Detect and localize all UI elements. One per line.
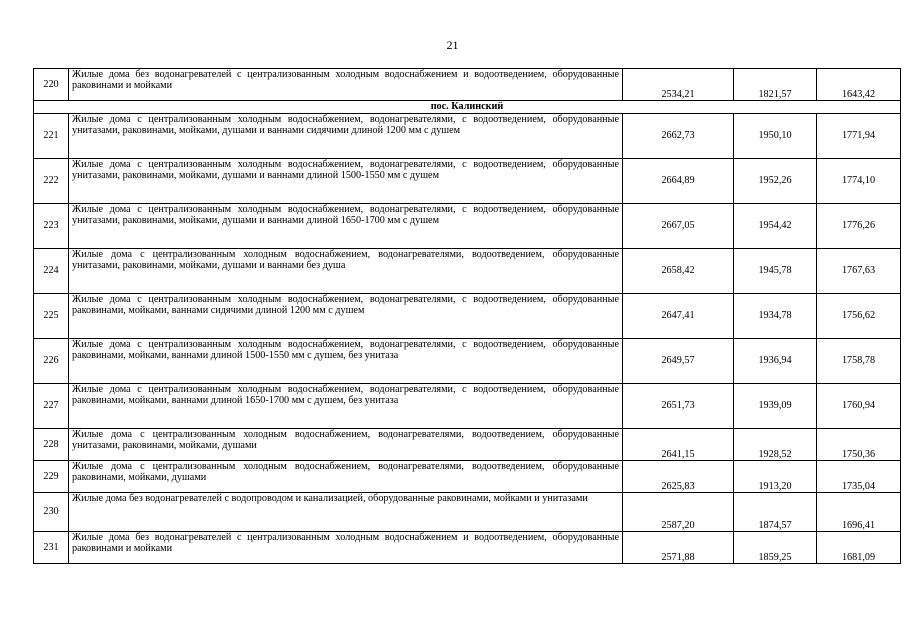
table-row xyxy=(34,339,901,384)
tariff-value-2: 1950,10 xyxy=(734,114,817,159)
tariff-value-2: 1874,57 xyxy=(734,493,817,532)
page-number: 21 xyxy=(446,38,459,52)
tariff-value-1: 2667,05 xyxy=(623,204,734,249)
row-number: 221 xyxy=(34,114,69,159)
row-description: Жилые дома без водонагревателей с водопроводом и канализацией, оборудованные раковинами, мойками и унитазами xyxy=(69,493,623,532)
table-row xyxy=(34,429,901,461)
row-number: 226 xyxy=(34,339,69,384)
tariff-table-body xyxy=(34,69,901,564)
table-row xyxy=(34,249,901,294)
row-description: Жилые дома с централизованным холодным водоснабжением, водонагревателями, с водоотведением, оборудованные унитазами, раковинами, мойками, душами и ваннами длиной 1500-1550 мм с душем xyxy=(69,159,623,204)
tariff-value-1: 2662,73 xyxy=(623,114,734,159)
table-row xyxy=(34,461,901,493)
tariff-value-3: 1643,42 xyxy=(817,69,901,101)
row-description: Жилые дома с централизованным холодным водоснабжением, водонагревателями, с водоотведением, оборудованные раковинами, мойками, ваннами сидячими длиной 1200 мм с душем xyxy=(69,294,623,339)
tariff-value-1: 2647,41 xyxy=(623,294,734,339)
tariff-value-3: 1774,10 xyxy=(817,159,901,204)
tariff-value-3: 1771,94 xyxy=(817,114,901,159)
row-number: 231 xyxy=(34,532,69,564)
tariff-value-2: 1936,94 xyxy=(734,339,817,384)
row-number: 229 xyxy=(34,461,69,493)
row-description: Жилые дома с централизованным холодным водоснабжением, водонагревателями, водоотведением, оборудованные унитазами, раковинами, мойками, душами xyxy=(69,429,623,461)
tariff-value-2: 1821,57 xyxy=(734,69,817,101)
tariff-value-3: 1767,63 xyxy=(817,249,901,294)
tariff-value-1: 2534,21 xyxy=(623,69,734,101)
tariff-table xyxy=(33,68,901,564)
tariff-value-3: 1696,41 xyxy=(817,493,901,532)
table-row xyxy=(34,294,901,339)
table-row xyxy=(34,493,901,532)
tariff-value-3: 1750,36 xyxy=(817,429,901,461)
row-description: Жилые дома с централизованным холодным водоснабжением, водонагревателями, водоотведением, оборудованные раковинами, мойками, душами xyxy=(69,461,623,493)
row-description: Жилые дома с централизованным холодным водоснабжением, водонагревателями, с водоотведением, оборудованные унитазами, раковинами, мойками, душами и ваннами длиной 1650-1700 мм с душем xyxy=(69,204,623,249)
row-number: 225 xyxy=(34,294,69,339)
tariff-value-1: 2625,83 xyxy=(623,461,734,493)
row-description: Жилые дома без водонагревателей с централизованным холодным водоснабжением и водоотведением, оборудованные раковинами и мойками xyxy=(69,69,623,101)
tariff-value-2: 1859,25 xyxy=(734,532,817,564)
table-row xyxy=(34,204,901,249)
tariff-value-2: 1954,42 xyxy=(734,204,817,249)
table-row xyxy=(34,159,901,204)
tariff-value-1: 2649,57 xyxy=(623,339,734,384)
row-description: Жилые дома с централизованным холодным водоснабжением, водонагревателями, с водоотведением, оборудованные унитазами, раковинами, мойками, душами и ваннами сидячими длиной 1200 мм с душем xyxy=(69,114,623,159)
section-title: пос. Калинский xyxy=(34,101,901,114)
section-header-row xyxy=(34,101,901,114)
tariff-value-1: 2587,20 xyxy=(623,493,734,532)
table-row xyxy=(34,384,901,429)
table-row xyxy=(34,114,901,159)
tariff-value-3: 1681,09 xyxy=(817,532,901,564)
tariff-value-1: 2651,73 xyxy=(623,384,734,429)
tariff-value-2: 1913,20 xyxy=(734,461,817,493)
tariff-value-2: 1928,52 xyxy=(734,429,817,461)
tariff-value-1: 2658,42 xyxy=(623,249,734,294)
row-number: 230 xyxy=(34,493,69,532)
tariff-value-3: 1758,78 xyxy=(817,339,901,384)
row-number: 220 xyxy=(34,69,69,101)
tariff-value-2: 1952,26 xyxy=(734,159,817,204)
tariff-value-3: 1735,04 xyxy=(817,461,901,493)
row-number: 228 xyxy=(34,429,69,461)
tariff-value-1: 2664,89 xyxy=(623,159,734,204)
tariff-value-3: 1756,62 xyxy=(817,294,901,339)
tariff-value-2: 1934,78 xyxy=(734,294,817,339)
table-row xyxy=(34,532,901,564)
tariff-value-2: 1945,78 xyxy=(734,249,817,294)
row-description: Жилые дома с централизованным холодным водоснабжением, водонагревателями, с водоотведением, оборудованные раковинами, мойками, ваннами длиной 1650-1700 мм с душем, без унитаза xyxy=(69,384,623,429)
tariff-value-3: 1776,26 xyxy=(817,204,901,249)
table-row xyxy=(34,69,901,101)
row-number: 227 xyxy=(34,384,69,429)
row-description: Жилые дома с централизованным холодным водоснабжением, водонагревателями, водоотведением, оборудованные унитазами, раковинами, мойками, душами и ваннами без душа xyxy=(69,249,623,294)
tariff-value-2: 1939,09 xyxy=(734,384,817,429)
row-description: Жилые дома с централизованным холодным водоснабжением, водонагревателями, с водоотведением, оборудованные раковинами, мойками, ваннами длиной 1500-1550 мм с душем, без унитаза xyxy=(69,339,623,384)
tariff-value-1: 2641,15 xyxy=(623,429,734,461)
row-description: Жилые дома без водонагревателей с централизованным холодным водоснабжением и водоотведением, оборудованные раковинами и мойками xyxy=(69,532,623,564)
row-number: 223 xyxy=(34,204,69,249)
row-number: 222 xyxy=(34,159,69,204)
tariff-value-3: 1760,94 xyxy=(817,384,901,429)
row-number: 224 xyxy=(34,249,69,294)
tariff-value-1: 2571,88 xyxy=(623,532,734,564)
